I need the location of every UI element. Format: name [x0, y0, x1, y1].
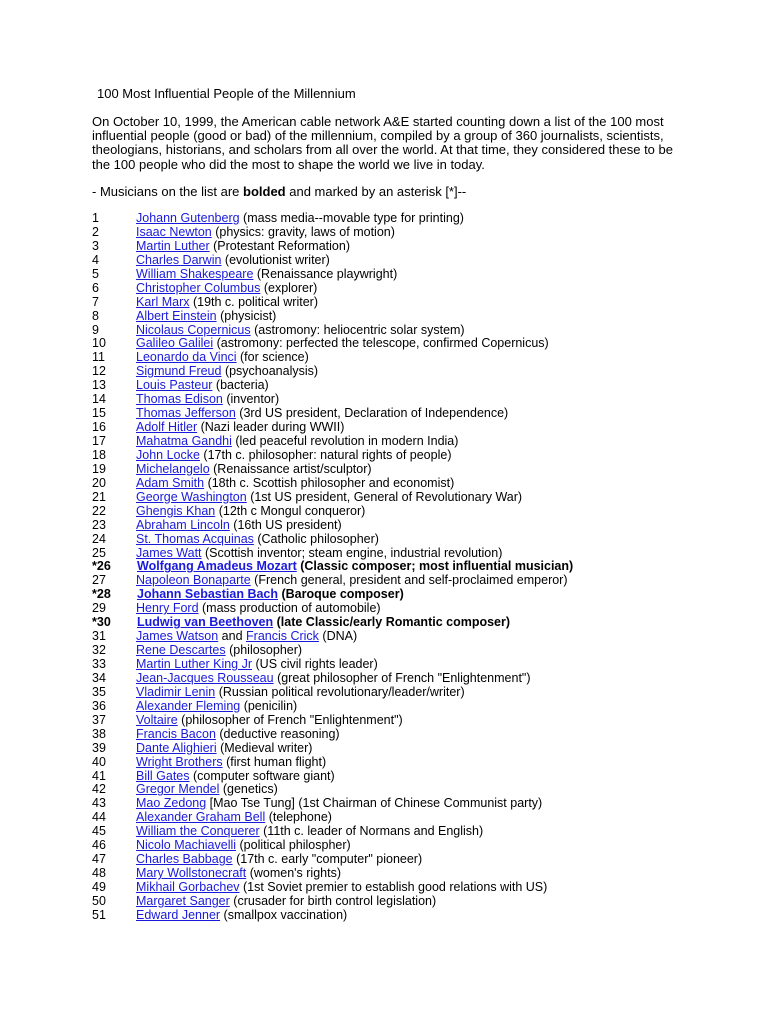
list-item-entry — [136, 728, 340, 742]
list-item-number: 41 — [92, 768, 106, 783]
list-item-entry — [136, 825, 483, 839]
list-item-entry — [136, 895, 436, 909]
list-item-entry — [136, 797, 542, 811]
list-item-description: (great philosopher of French "Enlightenment") — [273, 670, 531, 685]
person-link[interactable]: Mahatma Gandhi — [136, 434, 232, 448]
person-link[interactable]: Abraham Lincoln — [136, 517, 230, 532]
person-link[interactable]: James Watson — [136, 629, 219, 644]
list-item-number: 46 — [92, 838, 106, 853]
list-item-entry — [136, 449, 451, 463]
list-item-number: 44 — [92, 810, 106, 825]
list-item — [92, 658, 732, 672]
person-link[interactable]: Francis Bacon — [136, 726, 216, 741]
list-item-number: 31 — [92, 629, 106, 644]
person-link[interactable]: Edward Jenner — [136, 907, 221, 922]
list-item-description: (genetics) — [219, 782, 278, 797]
person-link[interactable]: Karl Marx — [136, 294, 190, 309]
person-link[interactable]: Ludwig van Beethoven — [137, 615, 274, 630]
list-item-number: 40 — [92, 754, 106, 769]
list-item-description: (explorer) — [260, 280, 318, 295]
list-item-entry — [136, 268, 397, 282]
list-item-entry — [136, 686, 465, 700]
list-item-number: 33 — [92, 657, 106, 671]
person-link[interactable]: Dante Alighieri — [136, 740, 217, 755]
list-item-description: [Mao Tse Tung] (1st Chairman of Chinese Communist party) — [206, 796, 543, 811]
list-item — [92, 533, 732, 547]
list-item-number: 10 — [92, 336, 106, 351]
list-item-description: (3rd US president, Declaration of Independence) — [235, 406, 509, 421]
list-item-description: (DNA) — [318, 629, 358, 644]
list-item-entry — [136, 435, 458, 449]
person-link[interactable]: Michelangelo — [136, 461, 210, 476]
list-item — [92, 797, 732, 811]
list-item-number: 17 — [92, 434, 106, 448]
list-item-description: (psychoanalysis) — [221, 364, 319, 379]
list-item-description: (astromony: perfected the telescope, confirmed Copernicus) — [213, 336, 549, 351]
list-item-number: 15 — [92, 406, 106, 421]
person-link[interactable]: Gregor Mendel — [136, 782, 220, 797]
list-item-entry — [136, 881, 547, 895]
person-link[interactable]: George Washington — [136, 489, 247, 504]
list-item-number: 45 — [92, 824, 106, 839]
list-item-number: 7 — [92, 294, 99, 309]
list-item — [92, 783, 732, 797]
list-item-description: (Renaissance artist/sculptor) — [209, 461, 372, 476]
list-item-entry — [136, 644, 302, 658]
list-item — [92, 588, 732, 602]
list-item-description: (Nazi leader during WWII) — [197, 420, 345, 435]
list-item-description: (1st US president, General of Revolutionary War) — [246, 489, 523, 504]
list-item-entry — [136, 672, 531, 686]
list-item-description: (Scottish inventor; steam engine, industrial revolution) — [201, 545, 503, 560]
list-item — [92, 519, 732, 533]
list-item-entry — [136, 602, 381, 616]
list-item-number: 19 — [92, 461, 106, 476]
list-item-entry — [136, 519, 342, 533]
person-link[interactable]: Voltaire — [136, 712, 178, 727]
list-item-number: 12 — [92, 364, 106, 379]
person-link[interactable]: Johann Sebastian Bach — [137, 587, 279, 602]
list-item — [92, 811, 732, 825]
list-item-entry — [136, 783, 278, 797]
list-item — [92, 742, 732, 756]
list-item-description: (telephone) — [265, 810, 332, 825]
list-item-entry — [136, 630, 357, 644]
person-link[interactable]: Napoleon Bonaparte — [136, 573, 251, 588]
list-item-description: (astromony: heliocentric solar system) — [250, 322, 465, 337]
list-item-entry — [136, 212, 464, 226]
list-item-description: (penicilin) — [240, 698, 298, 713]
list-item-entry — [136, 491, 522, 505]
list-item-number: 14 — [92, 392, 106, 407]
person-link[interactable]: Sigmund Freud — [136, 364, 222, 379]
list-item-number: 18 — [92, 447, 106, 462]
list-item-number: 32 — [92, 643, 106, 658]
person-link[interactable]: Martin Luther — [136, 238, 210, 253]
list-item-entry — [136, 240, 350, 254]
person-link[interactable]: Margaret Sanger — [136, 893, 230, 908]
list-item-number: 27 — [92, 573, 106, 588]
list-item-description: (mass media--movable type for printing) — [239, 211, 464, 225]
list-item — [92, 700, 732, 714]
list-item — [92, 226, 732, 240]
list-item — [92, 505, 732, 519]
list-item-entry — [136, 853, 422, 867]
list-item-entry — [136, 393, 279, 407]
list-item-number: 24 — [92, 531, 106, 546]
list-item-number: 11 — [92, 350, 105, 365]
list-item-entry — [137, 588, 404, 602]
person-link[interactable]: Adolf Hitler — [136, 420, 198, 435]
list-item-number: 21 — [92, 489, 106, 504]
list-item-description: (first human flight) — [222, 754, 327, 769]
list-item-number: 50 — [92, 893, 106, 908]
list-item — [92, 839, 732, 853]
person-link[interactable]: Wolfgang Amadeus Mozart — [137, 559, 297, 574]
person-link[interactable]: Thomas Jefferson — [136, 406, 236, 421]
person-link[interactable]: Henry Ford — [136, 601, 199, 616]
list-item — [92, 602, 732, 616]
list-item-joiner: and — [218, 629, 247, 644]
document-title: 100 Most Influential People of the Millennium — [97, 86, 356, 101]
list-item-number: 49 — [92, 880, 106, 894]
list-item — [92, 756, 732, 770]
list-item-description: (Catholic philosopher) — [253, 531, 379, 546]
list-item-number: 3 — [92, 238, 99, 253]
list-item-entry — [136, 477, 454, 491]
list-item — [92, 560, 732, 574]
list-item-description: (for science) — [236, 350, 309, 365]
list-item-description: (political philospher) — [236, 838, 351, 853]
list-item-description: (Medieval writer) — [216, 740, 313, 755]
list-item-description: (late Classic/early Romantic composer) — [273, 615, 511, 630]
list-item-description: (Renaissance playwright) — [253, 266, 398, 281]
list-item-entry — [137, 560, 573, 574]
list-item-description: (bacteria) — [212, 378, 269, 393]
list-item-description: (smallpox vaccination) — [220, 907, 348, 922]
list-item — [92, 393, 732, 407]
list-item — [92, 616, 732, 630]
list-item-entry — [136, 547, 502, 561]
list-item — [92, 421, 732, 435]
list-item-entry — [136, 533, 379, 547]
list-item — [92, 268, 732, 282]
list-item-entry — [136, 310, 276, 324]
list-item — [92, 463, 732, 477]
list-item-number: 34 — [92, 670, 106, 685]
list-item — [92, 853, 732, 867]
list-item-number: 42 — [92, 782, 106, 797]
list-item — [92, 435, 732, 449]
person-link[interactable]: Charles Babbage — [136, 852, 233, 867]
list-item-number: 48 — [92, 866, 106, 881]
list-item-number: 47 — [92, 852, 106, 867]
list-item — [92, 714, 732, 728]
list-item-entry — [136, 296, 318, 310]
person-link[interactable]: Alexander Fleming — [136, 698, 241, 713]
list-item-number: 20 — [92, 475, 106, 490]
person-link[interactable]: Louis Pasteur — [136, 378, 213, 393]
list-item-entry — [137, 616, 510, 630]
list-item-description: (16th US president) — [229, 517, 342, 532]
list-item-number: 25 — [92, 545, 106, 560]
list-item-description: (18th c. Scottish philosopher and economist) — [204, 475, 455, 490]
list-item-description: (evolutionist writer) — [221, 252, 330, 267]
list-item-entry — [136, 839, 351, 853]
list-item-number: *30 — [92, 615, 111, 630]
list-item-number: 29 — [92, 601, 106, 616]
list-item — [92, 881, 732, 895]
person-link[interactable]: Bill Gates — [136, 768, 190, 783]
list-item-description: (17th c. early "computer" pioneer) — [232, 852, 423, 867]
list-item-entry — [136, 407, 508, 421]
person-link[interactable]: Albert Einstein — [136, 308, 217, 323]
person-link[interactable]: Jean-Jacques Rousseau — [136, 670, 274, 685]
list-item-number: 9 — [92, 322, 99, 337]
list-item-entry — [136, 282, 317, 296]
list-item-entry — [136, 351, 309, 365]
list-item-number: 6 — [92, 280, 99, 295]
list-item-description: (computer software giant) — [189, 768, 335, 783]
list-item-description: (physicist) — [216, 308, 277, 323]
list-item-description: (mass production of automobile) — [198, 601, 381, 616]
list-item-description: (crusader for birth control legislation) — [229, 893, 437, 908]
list-item-number: 22 — [92, 503, 106, 518]
list-item-number: 4 — [92, 252, 99, 267]
list-item — [92, 449, 732, 463]
list-item-entry — [136, 505, 365, 519]
list-item-number: 38 — [92, 726, 106, 741]
person-link[interactable]: Rene Descartes — [136, 643, 226, 658]
list-item-description: (11th c. leader of Normans and English) — [259, 824, 484, 839]
list-item — [92, 351, 732, 365]
list-item-description: (deductive reasoning) — [215, 726, 340, 741]
list-item-number: 1 — [92, 211, 99, 225]
list-item-entry — [136, 463, 372, 477]
person-link[interactable]: Alexander Graham Bell — [136, 810, 266, 825]
list-item-description: (19th c. political writer) — [189, 294, 318, 309]
person-link[interactable]: Wright Brothers — [136, 754, 223, 769]
list-item — [92, 310, 732, 324]
list-item-number: 43 — [92, 796, 106, 811]
list-item — [92, 407, 732, 421]
list-item — [92, 547, 732, 561]
list-item-entry — [136, 770, 335, 784]
list-item — [92, 212, 732, 226]
list-item-entry — [136, 421, 344, 435]
person-link[interactable]: William Shakespeare — [136, 266, 254, 281]
person-link[interactable]: Nicolaus Copernicus — [136, 322, 251, 337]
list-item — [92, 770, 732, 784]
list-item — [92, 296, 732, 310]
person-link[interactable]: John Locke — [136, 447, 200, 462]
person-link[interactable]: Johann Gutenberg — [136, 211, 240, 225]
list-item-entry — [136, 365, 318, 379]
person-link[interactable]: Isaac Newton — [136, 224, 212, 239]
list-item — [92, 867, 732, 881]
list-item-entry — [136, 658, 378, 672]
list-item-description: (US civil rights leader) — [252, 657, 378, 671]
list-item-entry — [136, 742, 312, 756]
list-item-entry — [136, 324, 465, 338]
person-link[interactable]: William the Conquerer — [136, 824, 260, 839]
influential-people-list — [92, 212, 732, 923]
person-link[interactable]: Thomas Edison — [136, 392, 223, 407]
person-link[interactable]: Vladimir Lenin — [136, 684, 216, 699]
list-item-entry — [136, 811, 332, 825]
list-item-entry — [136, 700, 297, 714]
list-item — [92, 909, 732, 923]
list-item — [92, 895, 732, 909]
person-link[interactable]: Adam Smith — [136, 475, 205, 490]
list-item-entry — [136, 226, 395, 240]
list-item — [92, 240, 732, 254]
person-link[interactable]: Mao Zedong — [136, 796, 207, 811]
person-link[interactable]: Charles Darwin — [136, 252, 222, 267]
list-item-description: (philosopher) — [225, 643, 303, 658]
person-link[interactable]: Christopher Columbus — [136, 280, 261, 295]
list-item-description: (led peaceful revolution in modern India) — [231, 434, 459, 448]
musician-note-suffix: and marked by an asterisk [*]-- — [285, 184, 467, 199]
list-item-description: (physics: gravity, laws of motion) — [211, 224, 395, 239]
list-item-number: 39 — [92, 740, 106, 755]
list-item-entry — [136, 867, 341, 881]
list-item — [92, 630, 732, 644]
musician-note — [92, 184, 466, 200]
list-item-number: 35 — [92, 684, 106, 699]
list-item-number: 2 — [92, 224, 99, 239]
list-item-entry — [136, 254, 330, 268]
person-link[interactable]: Nicolo Machiavelli — [136, 838, 237, 853]
list-item-number: 23 — [92, 517, 106, 532]
list-item-entry — [136, 714, 403, 728]
list-item-number: 16 — [92, 420, 106, 435]
list-item-number: *26 — [92, 559, 111, 574]
list-item-number: 36 — [92, 698, 106, 713]
list-item — [92, 254, 732, 268]
list-item — [92, 728, 732, 742]
list-item — [92, 365, 732, 379]
list-item-number: *28 — [92, 587, 111, 602]
list-item-entry — [136, 756, 326, 770]
list-item — [92, 825, 732, 839]
list-item — [92, 324, 732, 338]
list-item-entry — [136, 574, 568, 588]
list-item-description: (Classic composer; most influential musician) — [296, 559, 574, 574]
list-item — [92, 477, 732, 491]
list-item-number: 51 — [92, 907, 106, 922]
musician-note-bold: bolded — [243, 184, 286, 199]
list-item-description: (1st Soviet premier to establish good relations with US) — [239, 880, 548, 894]
list-item — [92, 672, 732, 686]
list-item-number: 5 — [92, 266, 99, 281]
list-item-entry — [136, 909, 347, 923]
person-link[interactable]: Leonardo da Vinci — [136, 350, 237, 365]
list-item-description: (17th c. philosopher: natural rights of people) — [199, 447, 452, 462]
person-link[interactable]: Martin Luther King Jr — [136, 657, 253, 671]
list-item-description: (women's rights) — [246, 866, 341, 881]
musician-note-prefix: - Musicians on the list are — [92, 184, 244, 199]
person-link[interactable]: Mikhail Gorbachev — [136, 880, 240, 894]
list-item-description: (Baroque composer) — [278, 587, 404, 602]
person-link[interactable]: Francis Crick — [246, 629, 319, 644]
person-link[interactable]: Mary Wollstonecraft — [136, 866, 247, 881]
list-item-description: (Protestant Reformation) — [209, 238, 350, 253]
intro-paragraph: On October 10, 1999, the American cable network A&E started counting down a list of the 100 most influential people (good or bad) of the millennium, compiled by a group of 360 journalists, scientists, theologians, historians, and scholars from all over the world. At that time, they considered these to be the 100 people who did the most to shape the world we live in today. — [92, 114, 673, 172]
list-item — [92, 491, 732, 505]
list-item — [92, 574, 732, 588]
list-item — [92, 644, 732, 658]
list-item-number: 37 — [92, 712, 106, 727]
list-item-entry — [136, 337, 549, 351]
list-item-number: 13 — [92, 378, 106, 393]
person-link[interactable]: Ghengis Khan — [136, 503, 216, 518]
list-item-description: (philosopher of French "Enlightenment") — [177, 712, 403, 727]
person-link[interactable]: James Watt — [136, 545, 202, 560]
person-link[interactable]: St. Thomas Acquinas — [136, 531, 254, 546]
list-item-description: (12th c Mongul conqueror) — [215, 503, 366, 518]
list-item-description: (French general, president and self-proclaimed emperor) — [250, 573, 568, 588]
list-item-description: (inventor) — [222, 392, 280, 407]
list-item — [92, 337, 732, 351]
person-link[interactable]: Galileo Galilei — [136, 336, 214, 351]
list-item-number: 8 — [92, 308, 99, 323]
list-item — [92, 686, 732, 700]
list-item — [92, 379, 732, 393]
list-item-entry — [136, 379, 269, 393]
list-item-description: (Russian political revolutionary/leader/writer) — [215, 684, 465, 699]
list-item — [92, 282, 732, 296]
